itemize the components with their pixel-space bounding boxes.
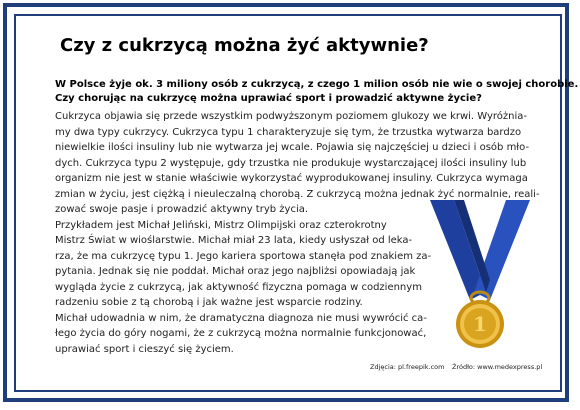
body-line: organizm nie jest w stanie właściwie wykorzystać wyprodukowanej insuliny. Cukrzyca wymaga [55, 173, 528, 184]
body-line: zmian w życiu, jest ciężką i nieuleczalną chorobą. Z cukrzycą można jednak żyć normalnie, reali- [55, 188, 540, 200]
body-line: rza, że ma cukrzycę typu 1. Jego kariera sportowa stanęła pod znakiem za- [55, 250, 432, 262]
lead-paragraph [55, 78, 579, 106]
body-line: pytania. Jednak się nie poddał. Michał oraz jego najbliżsi opowiadają jak [55, 266, 416, 277]
photo-credit: Zdjęcia: pl.freepik.com [370, 363, 445, 371]
body-line: niewielkie ilości insuliny lub nie wytwarza jej wcale. Pojawia się najczęściej u dzieci i osób mło- [55, 142, 530, 153]
page-title: Czy z cukrzycą można żyć aktywnie? [60, 35, 429, 56]
body-line: my dwa typy cukrzycy. Cukrzyca typu 1 charakteryzuje się tym, że trzustka wytwarza bardzo [55, 126, 522, 138]
gold-medal-icon [420, 200, 540, 350]
ribbon-right [474, 200, 530, 300]
body-line: łego życia do góry nogami, że z cukrzycą można normalnie funkcjonować, [55, 328, 427, 339]
body-line: Przykładem jest Michał Jeliński, Mistrz Olimpijski oraz czterokrotny [55, 219, 387, 231]
lead-line: W Polsce żyje ok. 3 miliony osób z cukrzycą, z czego 1 milion osób nie wie o swojej chorobie. [55, 79, 579, 90]
body-line: Michał udowadnia w nim, że dramatyczna diagnoza nie musi wywrócić ca- [55, 312, 427, 324]
body-line: zować swoje pasje i prowadzić aktywny tryb życia. [55, 204, 309, 215]
body-line: Cukrzyca objawia się przede wszystkim podwyższonym poziomem glukozy we krwi. Wyróżnia- [55, 111, 528, 122]
medal-number: 1 [473, 312, 487, 336]
body-line: uprawiać sport i cieszyć się życiem. [55, 343, 234, 355]
body-line: dych. Cukrzyca typu 2 występuje, gdy trzustka nie produkuje wystarczającej ilości insuliny lub [55, 157, 527, 169]
lead-line: Czy chorując na cukrzycę można uprawiać sport i prowadzić aktywne życie? [55, 93, 482, 104]
body-line: wygląda życie z cukrzycą, jak aktywność fizyczna pomaga w codziennym [55, 281, 422, 293]
body-line: radzeniu sobie z tą chorobą i jak ważne jest wsparcie rodziny. [55, 297, 363, 308]
body-line: Mistrz Świat w wioślarstwie. Michał miał 23 lata, kiedy usłyszał od leka- [55, 235, 413, 246]
source-credit: Źródło: www.medexpress.pl [452, 363, 543, 371]
